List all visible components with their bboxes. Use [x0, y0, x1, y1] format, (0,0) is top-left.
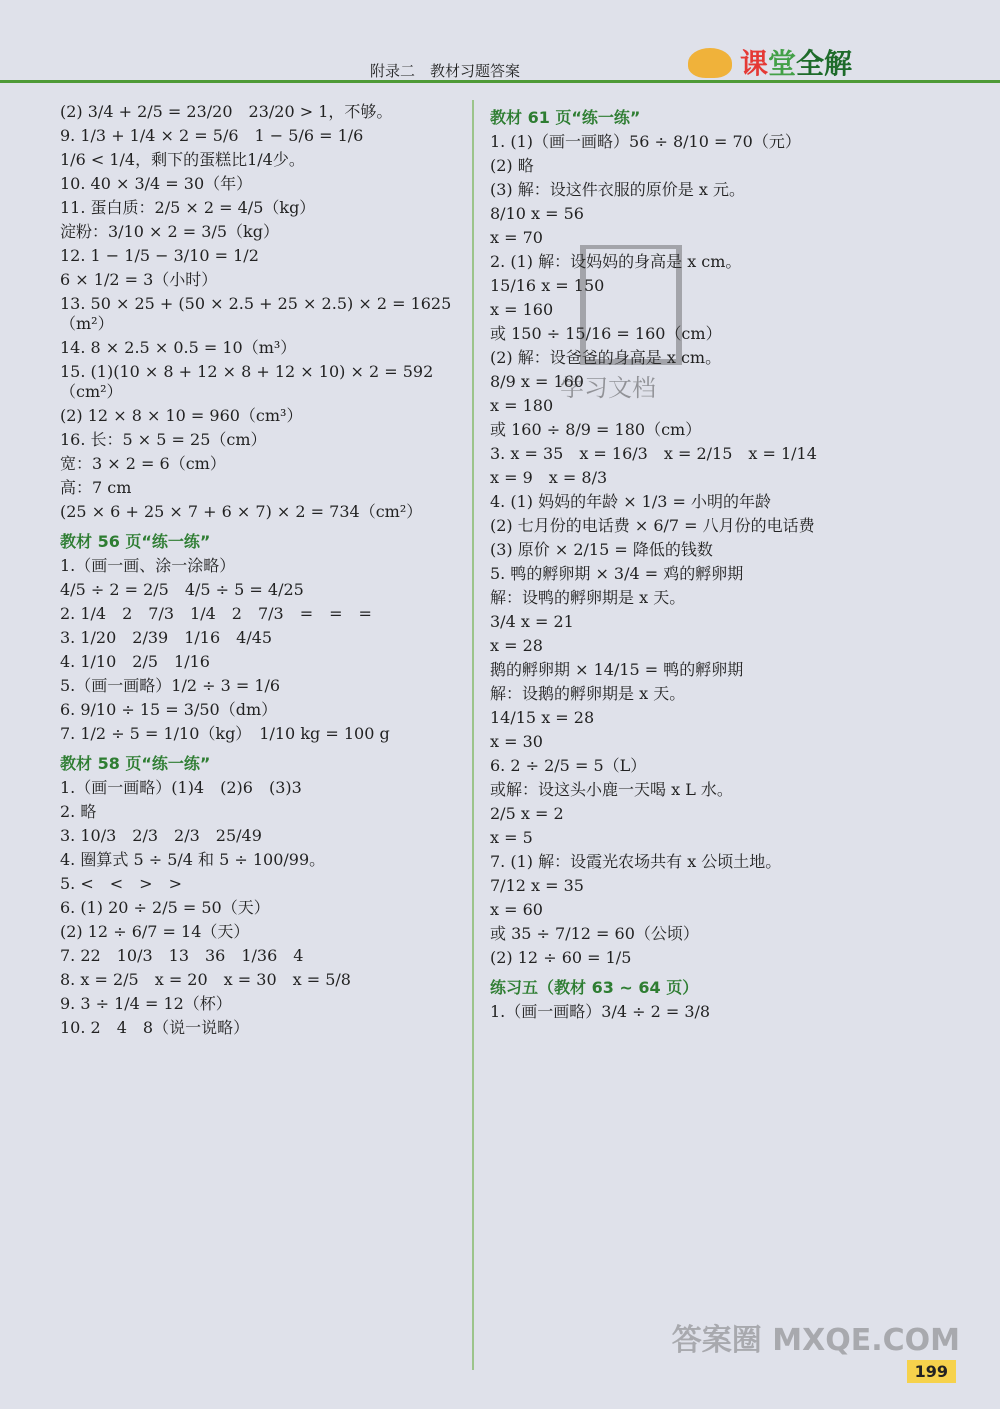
answer-line: 3/4 x = 21 [490, 612, 574, 631]
answer-line: 8. x = 2/5 x = 20 x = 30 x = 5/8 [60, 970, 351, 989]
right-column [490, 100, 930, 1024]
brand-char-3: 全 [796, 47, 825, 80]
answer-line: 2. 略 [60, 802, 97, 821]
answer-line: 4. 圈算式 5 ÷ 5/4 和 5 ÷ 100/99。 [60, 850, 326, 869]
answer-line: x = 30 [490, 732, 543, 751]
answer-line: (2) 解：设爸爸的身高是 x cm。 [490, 348, 722, 367]
answer-line: 7. 22 10/3 13 36 1/36 4 [60, 946, 304, 965]
answer-line: (2) 12 × 8 × 10 = 960（cm³） [60, 406, 303, 425]
answer-line: 2. 1/4 2 7/3 1/4 2 7/3 = = = [60, 604, 372, 623]
answer-line: 6. (1) 20 ÷ 2/5 = 50（天） [60, 898, 270, 917]
answer-line: 15. (1)(10 × 8 + 12 × 8 + 12 × 10) × 2 = 592（cm²） [60, 362, 434, 401]
answer-line: 1.（画一画、涂一涂略） [60, 556, 236, 575]
answer-line: 12. 1 − 1/5 − 3/10 = 1/2 [60, 246, 259, 265]
answer-line: 8/10 x = 56 [490, 204, 584, 223]
section-heading-61: 教材 61 页“练一练” [490, 108, 641, 127]
answer-line: 7. 1/2 ÷ 5 = 1/10（kg） 1/10 kg = 100 g [60, 724, 390, 743]
answer-line: 10. 40 × 3/4 = 30（年） [60, 174, 253, 193]
left-column [60, 100, 460, 1040]
page-header [0, 0, 1000, 83]
footer-watermark-logo: 答案圈 MXQE.COM [671, 1323, 960, 1358]
header-title: 附录二 教材习题答案 [370, 62, 521, 80]
answer-line: 7/12 x = 35 [490, 876, 584, 895]
answer-line: 宽：3 × 2 = 6（cm） [60, 454, 226, 473]
answer-line: 7. (1) 解：设霞光农场共有 x 公顷土地。 [490, 852, 782, 871]
answer-line: 鹅的孵卵期 × 14/15 = 鸭的孵卵期 [490, 660, 744, 679]
answer-line: 解：设鸭的孵卵期是 x 天。 [490, 588, 686, 607]
section-heading-56: 教材 56 页“练一练” [60, 532, 211, 551]
watermark-mark [580, 245, 682, 365]
watermark-text: 学习文档 [560, 374, 656, 402]
brand-char-4: 解 [824, 47, 853, 80]
answer-line: x = 180 [490, 396, 554, 415]
answer-line: 高：7 cm [60, 478, 132, 497]
column-divider [472, 100, 474, 1370]
brand-char-2: 堂 [768, 47, 797, 80]
answer-line: 4. (1) 妈妈的年龄 × 1/3 = 小明的年龄 [490, 492, 772, 511]
answer-line: (2) 12 ÷ 60 = 1/5 [490, 948, 632, 967]
answer-line: x = 28 [490, 636, 543, 655]
answer-line: x = 9 x = 8/3 [490, 468, 608, 487]
answer-line: 2. (1) 解：设妈妈的身高是 x cm。 [490, 252, 742, 271]
answer-line: 8/9 x = 160 [490, 372, 584, 391]
answer-line: (2) 12 ÷ 6/7 = 14（天） [60, 922, 250, 941]
answer-line: x = 60 [490, 900, 543, 919]
answer-line: 16. 长：5 × 5 = 25（cm） [60, 430, 267, 449]
answer-line: 3. 10/3 2/3 2/3 25/49 [60, 826, 262, 845]
answer-line: x = 5 [490, 828, 533, 847]
answer-line: (2) 略 [490, 156, 534, 175]
answer-line: 或解：设这头小鹿一天喝 x L 水。 [490, 780, 733, 799]
answer-line: 解：设鹅的孵卵期是 x 天。 [490, 684, 686, 703]
answer-line: 15/16 x = 150 [490, 276, 605, 295]
answer-line: (3) 原价 × 2/15 = 降低的钱数 [490, 540, 713, 559]
answer-line: 4/5 ÷ 2 = 2/5 4/5 ÷ 5 = 4/25 [60, 580, 304, 599]
answer-line: 淀粉：3/10 × 2 = 3/5（kg） [60, 222, 279, 241]
answer-line: 6. 2 ÷ 2/5 = 5（L） [490, 756, 647, 775]
answer-line: 1. (1)（画一画略）56 ÷ 8/10 = 70（元） [490, 132, 801, 151]
section-heading-63: 练习五（教材 63 ~ 64 页） [490, 978, 699, 997]
page-number: 199 [907, 1360, 956, 1383]
answer-line: 1.（画一画略）(1)4 (2)6 (3)3 [60, 778, 302, 797]
answer-line: 11. 蛋白质：2/5 × 2 = 4/5（kg） [60, 198, 316, 217]
answer-line: 6. 9/10 ÷ 15 = 3/50（dm） [60, 700, 278, 719]
answer-line: 1.（画一画略）3/4 ÷ 2 = 3/8 [490, 1002, 711, 1021]
answer-line: 3. 1/20 2/39 1/16 4/45 [60, 628, 273, 647]
answer-line: (25 × 6 + 25 × 7 + 6 × 7) × 2 = 734（cm²） [60, 502, 423, 521]
bear-mascot-icon [688, 48, 732, 78]
answer-line: 14. 8 × 2.5 × 0.5 = 10（m³） [60, 338, 297, 357]
answer-line: 9. 1/3 + 1/4 × 2 = 5/6 1 − 5/6 = 1/6 [60, 126, 364, 145]
answer-line: (2) 七月份的电话费 × 6/7 = 八月份的电话费 [490, 516, 815, 535]
answer-line: 2/5 x = 2 [490, 804, 564, 823]
answer-line: 1/6 < 1/4，剩下的蛋糕比1/4少。 [60, 150, 305, 169]
answer-line: 6 × 1/2 = 3（小时） [60, 270, 218, 289]
answer-line: 或 35 ÷ 7/12 = 60（公顷） [490, 924, 699, 943]
answer-line: x = 70 [490, 228, 543, 247]
section-heading-58: 教材 58 页“练一练” [60, 754, 211, 773]
answer-line: 14/15 x = 28 [490, 708, 595, 727]
answer-line: 3. x = 35 x = 16/3 x = 2/15 x = 1/14 [490, 444, 817, 463]
answer-line: 或 150 ÷ 15/16 = 160（cm） [490, 324, 722, 343]
answer-line: 10. 2 4 8（说一说略） [60, 1018, 250, 1037]
answer-line: 13. 50 × 25 + (50 × 2.5 + 25 × 2.5) × 2 = 1625（m²） [60, 294, 452, 333]
answer-line: 或 160 ÷ 8/9 = 180（cm） [490, 420, 702, 439]
answer-line: 5. < < > > [60, 874, 182, 893]
answer-line: (3) 解：设这件衣服的原价是 x 元。 [490, 180, 745, 199]
answer-line: (2) 3/4 + 2/5 = 23/20 23/20 > 1，不够。 [60, 102, 393, 121]
answer-line: 9. 3 ÷ 1/4 = 12（杯） [60, 994, 232, 1013]
brand-char-1: 课 [740, 47, 769, 80]
answer-line: 4. 1/10 2/5 1/16 [60, 652, 210, 671]
answer-line: 5.（画一画略）1/2 ÷ 3 = 1/6 [60, 676, 281, 695]
answer-line: 5. 鸭的孵卵期 × 3/4 = 鸡的孵卵期 [490, 564, 744, 583]
answer-line: x = 160 [490, 300, 554, 319]
brand-logo [740, 42, 852, 82]
